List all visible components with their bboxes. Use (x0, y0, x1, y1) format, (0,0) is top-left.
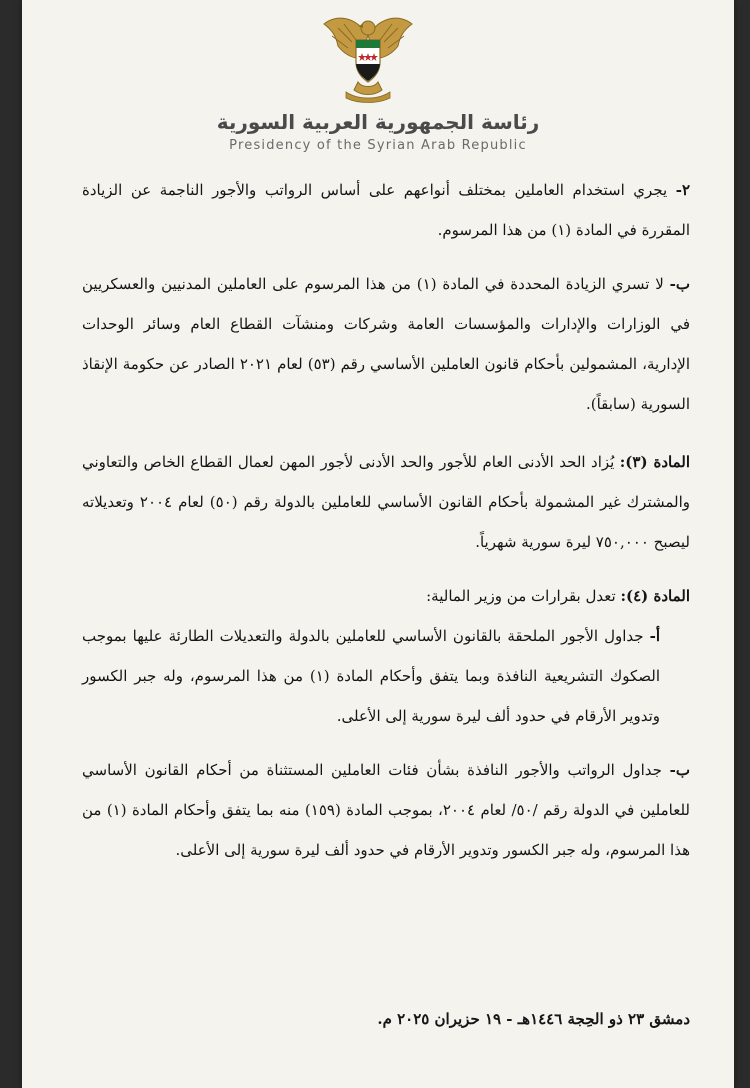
article-3 (82, 442, 690, 562)
article-4-label: المادة (٤): (620, 587, 690, 605)
arabic-letterhead-title: رئاسة الجمهورية العربية السورية (216, 110, 540, 134)
clause-text: لا تسري الزيادة المحددة في المادة (١) من هذا المرسوم على العاملين المدنيين والعسكريين في الوزارات والإدارات والمؤسسات العامة وشركات ومنشآت القطاع العام وسائر الوحدات الإدارية، المشمولين بأحكام قانون العاملين الأساسي رقم (٥٣) لعام ٢٠٢١ الصادر عن حكومة الإنقاذ السورية (سابقاً). (82, 275, 690, 413)
clause-number: ٢- (675, 181, 690, 199)
item-letter: أ- (649, 627, 660, 645)
article-4-item-b (82, 750, 690, 870)
english-letterhead-title: Presidency of the Syrian Arab Republic (229, 138, 527, 153)
article-4 (82, 576, 690, 616)
item-text: جداول الأجور الملحقة بالقانون الأساسي للعاملين بالدولة والتعديلات الطارئة عليها بموجب الصكوك التشريعية النافذة وبما يتفق وأحكام المادة (١) من هذا المرسوم، وله جبر الكسور وتدوير الأرقام في حدود ألف ليرة سورية إلى الأعلى. (82, 627, 661, 725)
clause-letter: ب- (669, 275, 690, 293)
letterhead (22, 0, 734, 160)
item-text: جداول الرواتب والأجور النافذة بشأن فئات العاملين المستثناة من أحكام القانون الأساسي للعاملين في الدولة رقم /٥٠/ لعام ٢٠٠٤، بموجب المادة (١٥٩) منه بما يتفق وأحكام المادة (١) من هذا المرسوم، وله جبر الكسور وتدوير الأرقام في حدود ألف ليرة سورية إلى الأعلى. (82, 761, 690, 859)
article-3-label: المادة (٣): (619, 453, 690, 471)
article-4-item-a (82, 616, 690, 736)
document-body (82, 170, 690, 870)
article-3-text: يُزاد الحد الأدنى العام للأجور والحد الأدنى لأجور المهن لعمال القطاع الخاص والتعاوني والمشترك غير المشمولة بأحكام القانون الأساسي للعاملين بالدولة رقم (٥٠) لعام ٢٠٠٤ وتعديلاته ليصبح ٧٥٠,٠٠٠ ليرة سورية شهرياً. (82, 453, 691, 551)
paragraph-clause-2 (82, 170, 690, 250)
item-letter: ب- (669, 761, 690, 779)
document-page (22, 0, 734, 1088)
article-4-text: تعدل بقرارات من وزير المالية: (426, 587, 621, 605)
clause-text: يجري استخدام العاملين بمختلف أنواعهم على أساس الرواتب والأجور الناجمة عن الزيادة المقررة في المادة (١) من هذا المرسوم. (82, 181, 690, 239)
syrian-eagle-emblem-icon (318, 6, 418, 106)
paragraph-clause-b (82, 264, 690, 424)
date-line: دمشق ٢٣ ذو الحِجة ١٤٤٦هـ - ١٩ حزيران ٢٠٢٥ م. (377, 1010, 690, 1028)
